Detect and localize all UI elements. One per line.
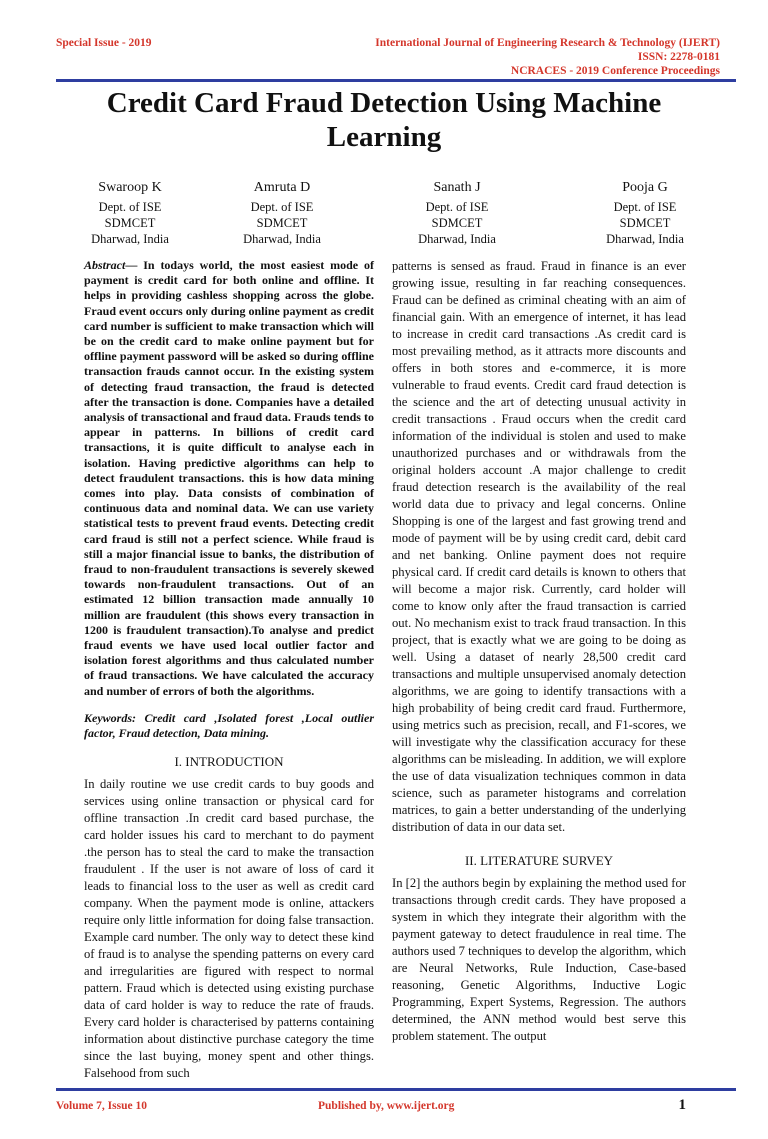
issn: ISSN: 2278-0181 [637, 51, 720, 63]
author-loc: Dharwad, India [91, 232, 169, 246]
author-loc: Dharwad, India [418, 232, 496, 246]
special-issue-label: Special Issue - 2019 [56, 37, 152, 49]
author-name: Amruta D [253, 180, 311, 195]
abstract-label: Abstract [84, 258, 126, 272]
author-name: Pooja G [622, 180, 668, 195]
two-column-body [84, 258, 686, 1082]
author-dept: Dept. of ISE [425, 200, 489, 214]
author-dept: Dept. of ISE [613, 200, 677, 214]
author-inst: SDMCET [104, 216, 156, 230]
journal-name: International Journal of Engineering Research & Technology (IJERT) [375, 37, 720, 49]
keywords: Keywords: Credit card ,Isolated forest ,Local outlier factor, Fraud detection, Data mining. [84, 710, 374, 741]
literature-paragraph-1: In [2] the authors begin by explaining the method used for transactions through credit cards. They have proposed a system in which they integrate their algorithm with the payment gateway to detect fraudulence in real time. The authors used 7 techniques to develop the algorithm, which are Neural Networks, Rule Induction, Case-based reasoning, Genetic Algorithms, Inductive Logic Programming, Expert Systems, Regression. The authors determined, the ANN method would best serve this problem statement. The output [392, 876, 686, 1043]
page-footer [56, 1088, 736, 1139]
section-heading-introduction: I. INTRODUCTION [174, 754, 284, 770]
author-inst: SDMCET [256, 216, 308, 230]
author-name: Sanath J [433, 180, 481, 195]
section-heading-literature-survey: II. LITERATURE SURVEY [464, 853, 614, 868]
author-name: Swaroop K [98, 180, 162, 195]
author-loc: Dharwad, India [606, 232, 684, 246]
intro-paragraph-2: patterns is sensed as fraud. Fraud in finance is an ever growing issue, resulting in far reaching consequences. Fraud can be defined as criminal cheating with an aim of financial gain. With an emergence of internet, it has lead to increase in credit card transactions .As credit card is most prevailing method, as it attracts more discounts and offers in both stores and e-commerce, it is more vulnerable to fraud events. Credit card fraud detection is the science and the art of detecting unusual activity in credit transactions . Fraud occurs when the credit card information of the individual is stolen and used to make unauthorized purchases and or withdrawals from the original holders account .A major challenge to credit fraud detection research is the availability of the real world data due to privacy and legal concerns. Online Shopping is one of the largest and fast growing trend and mode of payment will be by using credit card, debit card and net banking. Online payment does not require physical card. If credit card details is known to others that will become a major risk. Currently, card holder will come to know only after the fraud transaction is carried out. No mechanism exist to track fraud transaction. In this project, that is exactly what we are going to be doing as well. Using a dataset of nearly 28,500 credit card transactions and multiple unsupervised anomaly detection algorithms, we are going to identify transactions with a high probability of being credit card fraud. Furthermore, using metrics such as precision, recall, and F1-scores, we will investigate why the classification accuracy for these algorithms can be misleading. In addition, we will explore the use of data visualization techniques common in data science, such as parameter histograms and correlation matrices, to gain a better understanding of the underlying distribution of data in our data set. [392, 259, 686, 834]
left-column [84, 258, 374, 1082]
intro-paragraph-1: In daily routine we use credit cards to buy goods and services using online transaction or physical card for offline transaction .In credit card based purchase, the card holder issues his card to merchant to do payment .the person has to steal the card to make the transaction fraudulent . If the user is not aware of loss of card it leads to financial loss to the user as well as credit card company. When the payment mode is online, attackers require only little information for doing false transaction. Example card number. The only way to detect these kind of fraud is to analyse the spending patterns on every card and irregularities are figured with respect to normal pattern. Fraud which is detected using existing purchase data of card holder is way to reduce the rate of frauds. Every card holder is characterised by patterns containing information about distinctive purchase category the time since the last buying, money spent and other things. Falsehood from such [84, 777, 374, 1081]
author-inst: SDMCET [619, 216, 671, 230]
page-number: 1 [678, 1097, 686, 1114]
author-inst: SDMCET [431, 216, 483, 230]
abstract-text: — In todays world, the most easiest mode of payment is credit card for both online and offline. It helps in providing cashless shopping across the globe. Fraud event occurs only during online payment as credit card number is sufficient to make transaction which will be on the credit card to make online payment but for offline payment password will be asked so during offline transaction frauds cannot occur. In the existing system of detecting fraud transaction, the fraud is detected after the transaction is done. Companies have a detailed analysis of transactional and fraud data. Frauds tends to appear in patterns. In billions of credit card transactions, it is quite difficult to analyse each in isolation. Having predictive algorithms can help to detect fraudulent transactions. this is how data mining comes into play. Data consists of combination of continuous data and nominal data. We can use variety statistical tests to prevent fraud events. Detecting credit card fraud is still not a perfect science. While fraud is still a major financial issue to banks, the distribution of fraud to non-fraudulent transactions is severely skewed towards non-fraudulent transactions. Out of an estimated 12 billion transaction made annually 10 million are fraudulent (this shows every transaction in 1200 is fraudulent transaction).To analyse and predict fraud events we have used local outlier factor and isolation forest algorithms and thus calculated number of fraud transactions. We have calculated the accuracy and number of errors of both the algorithms. [84, 258, 374, 698]
right-column [392, 258, 686, 1082]
publisher: Published by, www.ijert.org [318, 1100, 455, 1113]
author-loc: Dharwad, India [243, 232, 321, 246]
abstract [84, 258, 374, 699]
proceedings: NCRACES - 2019 Conference Proceedings [510, 65, 720, 77]
paper-title: Credit Card Fraud Detection Using Machine Learning [106, 87, 662, 153]
volume-issue: Volume 7, Issue 10 [56, 1100, 147, 1113]
author-dept: Dept. of ISE [250, 200, 314, 214]
author-dept: Dept. of ISE [98, 200, 162, 214]
